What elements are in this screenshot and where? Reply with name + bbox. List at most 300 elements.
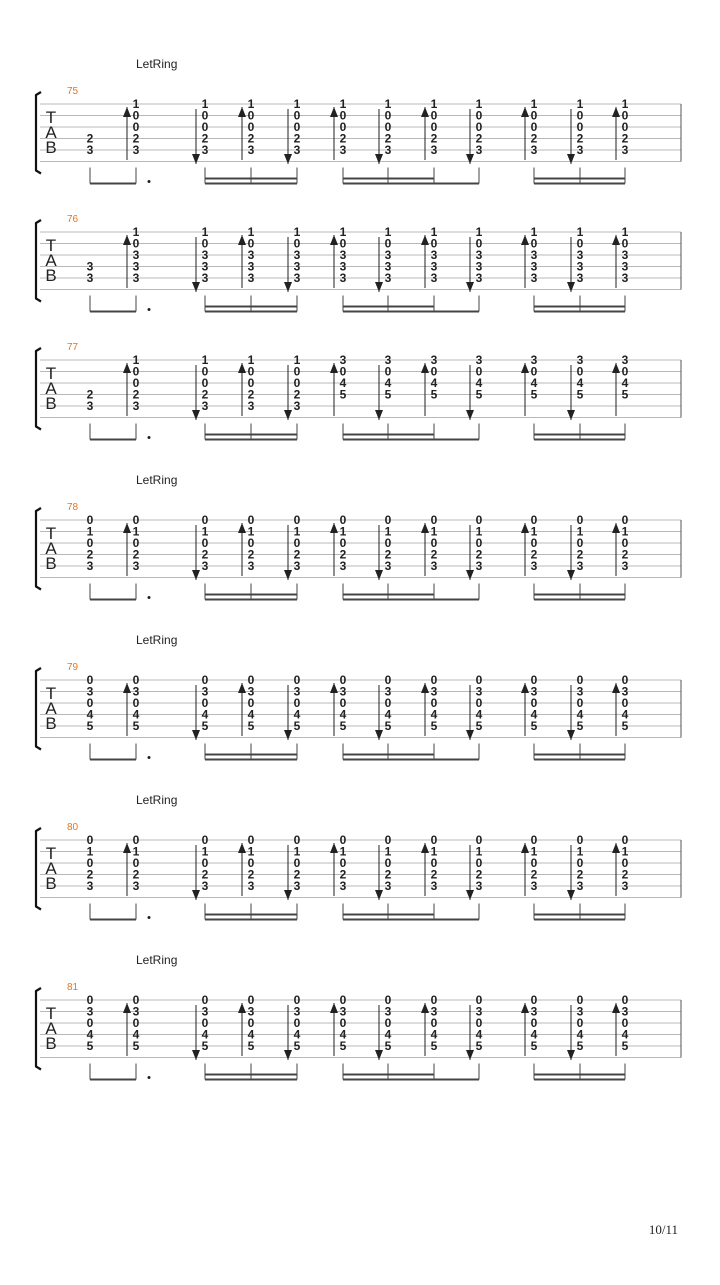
fret-number: 0 — [86, 856, 94, 870]
fret-number: 0 — [430, 513, 438, 527]
fret-number: 1 — [132, 225, 140, 239]
fret-number: 4 — [530, 707, 538, 722]
fret-number: 0 — [201, 513, 209, 527]
dotted-note-dot — [148, 756, 151, 759]
fret-number: 3 — [86, 399, 94, 413]
fret-number: 2 — [384, 867, 392, 882]
downstroke-arrow-icon — [192, 890, 200, 900]
fret-number: 3 — [384, 259, 392, 274]
fret-number: 0 — [86, 673, 94, 687]
fret-number: 3 — [430, 879, 438, 893]
fret-number: 3 — [201, 143, 209, 157]
fret-number: 3 — [621, 684, 629, 699]
fret-number: 0 — [293, 364, 301, 379]
upstroke-arrow-icon — [612, 363, 620, 373]
fret-number: 3 — [247, 271, 255, 285]
fret-number: 5 — [132, 1039, 140, 1053]
tab-clef-letter: B — [45, 554, 57, 573]
fret-number: 3 — [621, 879, 629, 893]
downstroke-arrow-icon — [466, 154, 474, 164]
fret-number: 4 — [293, 707, 301, 722]
fret-number: 1 — [384, 844, 392, 859]
downstroke-arrow-icon — [466, 890, 474, 900]
fret-number: 3 — [132, 248, 140, 262]
upstroke-arrow-icon — [238, 235, 246, 245]
fret-number: 0 — [576, 993, 584, 1007]
upstroke-arrow-icon — [330, 363, 338, 373]
fret-number: 0 — [475, 856, 483, 870]
fret-number: 5 — [201, 719, 209, 733]
fret-number: 0 — [247, 993, 255, 1007]
let-ring-label: LetRing — [136, 953, 178, 967]
fret-number: 3 — [530, 271, 538, 285]
fret-number: 0 — [247, 696, 255, 710]
fret-number: 0 — [621, 1016, 629, 1030]
fret-number: 3 — [247, 248, 255, 262]
fret-number: 1 — [132, 353, 140, 367]
fret-number: 0 — [247, 1016, 255, 1030]
fret-number: 3 — [621, 1004, 629, 1019]
fret-number: 4 — [576, 707, 584, 722]
fret-number: 0 — [201, 236, 209, 251]
fret-number: 3 — [293, 248, 301, 262]
fret-number: 0 — [339, 856, 347, 870]
fret-number: 1 — [86, 844, 94, 859]
fret-number: 4 — [247, 707, 255, 722]
fret-number: 5 — [86, 719, 94, 733]
fret-number: 5 — [530, 387, 538, 402]
fret-number: 3 — [621, 248, 629, 262]
fret-number: 0 — [339, 108, 347, 123]
fret-number: 3 — [86, 259, 94, 274]
fret-number: 0 — [576, 120, 584, 134]
fret-number: 5 — [132, 719, 140, 733]
fret-number: 3 — [384, 1004, 392, 1019]
fret-number: 5 — [621, 387, 629, 402]
downstroke-arrow-icon — [567, 410, 575, 420]
fret-number: 0 — [475, 1016, 483, 1030]
tab-clef-letter: A — [45, 539, 57, 558]
fret-number: 2 — [132, 867, 140, 882]
fret-number: 3 — [86, 559, 94, 573]
fret-number: 0 — [293, 673, 301, 687]
tab-clef-letter: B — [45, 138, 57, 157]
fret-number: 4 — [201, 1027, 209, 1042]
fret-number: 3 — [384, 143, 392, 157]
fret-number: 3 — [132, 879, 140, 893]
fret-number: 0 — [576, 833, 584, 847]
fret-number: 3 — [576, 248, 584, 262]
upstroke-arrow-icon — [421, 363, 429, 373]
tab-clef-letter: A — [45, 123, 57, 142]
fret-number: 3 — [530, 879, 538, 893]
fret-number: 0 — [339, 696, 347, 710]
fret-number: 0 — [530, 236, 538, 251]
downstroke-arrow-icon — [192, 154, 200, 164]
fret-number: 0 — [132, 696, 140, 710]
fret-number: 2 — [86, 131, 94, 146]
upstroke-arrow-icon — [238, 523, 246, 533]
fret-number: 0 — [475, 536, 483, 550]
measure-number: 78 — [67, 502, 79, 513]
fret-number: 2 — [247, 867, 255, 882]
upstroke-arrow-icon — [123, 107, 131, 117]
downstroke-arrow-icon — [375, 282, 383, 292]
fret-number: 5 — [247, 1039, 255, 1053]
fret-number: 5 — [475, 719, 483, 733]
downstroke-arrow-icon — [567, 1050, 575, 1060]
fret-number: 3 — [201, 559, 209, 573]
upstroke-arrow-icon — [421, 843, 429, 853]
upstroke-arrow-icon — [421, 235, 429, 245]
fret-number: 3 — [132, 1004, 140, 1019]
fret-number: 0 — [247, 120, 255, 134]
upstroke-arrow-icon — [123, 363, 131, 373]
fret-number: 0 — [430, 108, 438, 123]
fret-number: 3 — [86, 1004, 94, 1019]
downstroke-arrow-icon — [284, 282, 292, 292]
measure-number: 77 — [67, 342, 79, 353]
fret-number: 0 — [201, 673, 209, 687]
dotted-note-dot — [148, 596, 151, 599]
fret-number: 5 — [475, 387, 483, 402]
fret-number: 3 — [201, 1004, 209, 1019]
fret-number: 3 — [201, 248, 209, 262]
fret-number: 3 — [430, 1004, 438, 1019]
fret-number: 1 — [576, 225, 584, 239]
fret-number: 5 — [384, 719, 392, 733]
fret-number: 0 — [621, 236, 629, 251]
fret-number: 0 — [621, 993, 629, 1007]
upstroke-arrow-icon — [238, 683, 246, 693]
tab-clef-letter: T — [45, 236, 57, 255]
fret-number: 2 — [475, 131, 483, 146]
upstroke-arrow-icon — [612, 235, 620, 245]
fret-number: 4 — [621, 376, 629, 390]
fret-number: 0 — [339, 236, 347, 251]
fret-number: 3 — [530, 143, 538, 157]
fret-number: 0 — [530, 856, 538, 870]
fret-number: 4 — [201, 707, 209, 722]
fret-number: 0 — [247, 364, 255, 379]
fret-number: 3 — [530, 559, 538, 573]
fret-number: 0 — [201, 833, 209, 847]
fret-number: 2 — [132, 547, 140, 562]
fret-number: 0 — [384, 696, 392, 710]
fret-number: 5 — [293, 719, 301, 733]
fret-number: 1 — [530, 524, 538, 539]
fret-number: 0 — [384, 120, 392, 134]
fret-number: 3 — [384, 271, 392, 285]
fret-number: 0 — [201, 1016, 209, 1030]
fret-number: 3 — [293, 1004, 301, 1019]
tab-clef-letter: T — [45, 524, 57, 543]
fret-number: 1 — [247, 353, 255, 367]
fret-number: 1 — [621, 97, 629, 111]
fret-number: 3 — [430, 271, 438, 285]
fret-number: 2 — [293, 547, 301, 562]
fret-number: 1 — [339, 225, 347, 239]
fret-number: 3 — [475, 684, 483, 699]
fret-number: 1 — [201, 225, 209, 239]
fret-number: 4 — [621, 1027, 629, 1042]
fret-number: 4 — [430, 376, 438, 390]
upstroke-arrow-icon — [123, 843, 131, 853]
tab-clef-letter: A — [45, 1019, 57, 1038]
downstroke-arrow-icon — [284, 410, 292, 420]
fret-number: 0 — [339, 993, 347, 1007]
fret-number: 1 — [576, 844, 584, 859]
fret-number: 3 — [132, 271, 140, 285]
fret-number: 0 — [430, 364, 438, 379]
fret-number: 2 — [86, 867, 94, 882]
fret-number: 3 — [475, 271, 483, 285]
fret-number: 3 — [86, 143, 94, 157]
fret-number: 0 — [430, 120, 438, 134]
downstroke-arrow-icon — [284, 1050, 292, 1060]
fret-number: 0 — [576, 536, 584, 550]
fret-number: 3 — [430, 559, 438, 573]
fret-number: 0 — [576, 856, 584, 870]
fret-number: 0 — [384, 236, 392, 251]
fret-number: 3 — [201, 684, 209, 699]
fret-number: 3 — [339, 271, 347, 285]
fret-number: 4 — [339, 707, 347, 722]
fret-number: 4 — [293, 1027, 301, 1042]
downstroke-arrow-icon — [375, 1050, 383, 1060]
fret-number: 2 — [339, 131, 347, 146]
fret-number: 0 — [201, 364, 209, 379]
upstroke-arrow-icon — [521, 107, 529, 117]
fret-number: 0 — [430, 856, 438, 870]
fret-number: 0 — [530, 108, 538, 123]
downstroke-arrow-icon — [375, 154, 383, 164]
upstroke-arrow-icon — [521, 683, 529, 693]
fret-number: 0 — [293, 120, 301, 134]
fret-number: 3 — [576, 143, 584, 157]
fret-number: 5 — [530, 1039, 538, 1053]
fret-number: 4 — [339, 1027, 347, 1042]
fret-number: 0 — [201, 108, 209, 123]
fret-number: 3 — [430, 143, 438, 157]
fret-number: 0 — [132, 536, 140, 550]
fret-number: 3 — [293, 879, 301, 893]
fret-number: 3 — [530, 259, 538, 274]
tab-clef-letter: T — [45, 364, 57, 383]
fret-number: 0 — [430, 536, 438, 550]
fret-number: 3 — [384, 684, 392, 699]
fret-number: 0 — [132, 1016, 140, 1030]
fret-number: 3 — [530, 1004, 538, 1019]
fret-number: 0 — [132, 108, 140, 123]
upstroke-arrow-icon — [521, 235, 529, 245]
fret-number: 0 — [201, 120, 209, 134]
fret-number: 5 — [247, 719, 255, 733]
fret-number: 0 — [475, 833, 483, 847]
tab-clef-letter: T — [45, 844, 57, 863]
fret-number: 0 — [430, 993, 438, 1007]
downstroke-arrow-icon — [567, 154, 575, 164]
fret-number: 0 — [247, 673, 255, 687]
fret-number: 0 — [621, 120, 629, 134]
fret-number: 3 — [621, 259, 629, 274]
fret-number: 2 — [475, 867, 483, 882]
fret-number: 5 — [430, 387, 438, 402]
fret-number: 5 — [576, 719, 584, 733]
fret-number: 0 — [384, 833, 392, 847]
fret-number: 0 — [384, 1016, 392, 1030]
fret-number: 2 — [293, 867, 301, 882]
fret-number: 2 — [293, 387, 301, 402]
fret-number: 5 — [621, 1039, 629, 1053]
fret-number: 5 — [430, 1039, 438, 1053]
fret-number: 2 — [384, 131, 392, 146]
fret-number: 0 — [86, 696, 94, 710]
fret-number: 4 — [132, 1027, 140, 1042]
fret-number: 0 — [132, 993, 140, 1007]
fret-number: 3 — [201, 271, 209, 285]
fret-number: 1 — [201, 353, 209, 367]
tab-system — [36, 633, 681, 760]
fret-number: 5 — [339, 387, 347, 402]
fret-number: 0 — [132, 856, 140, 870]
downstroke-arrow-icon — [284, 570, 292, 580]
fret-number: 1 — [293, 524, 301, 539]
fret-number: 3 — [293, 399, 301, 413]
dotted-note-dot — [148, 1076, 151, 1079]
fret-number: 3 — [576, 1004, 584, 1019]
fret-number: 3 — [576, 684, 584, 699]
fret-number: 0 — [132, 513, 140, 527]
fret-number: 2 — [247, 547, 255, 562]
downstroke-arrow-icon — [466, 730, 474, 740]
fret-number: 0 — [293, 833, 301, 847]
fret-number: 0 — [530, 833, 538, 847]
fret-number: 1 — [247, 225, 255, 239]
fret-number: 0 — [621, 833, 629, 847]
fret-number: 3 — [430, 684, 438, 699]
fret-number: 0 — [132, 120, 140, 134]
fret-number: 0 — [430, 1016, 438, 1030]
fret-number: 0 — [475, 513, 483, 527]
fret-number: 0 — [430, 236, 438, 251]
fret-number: 3 — [247, 399, 255, 413]
fret-number: 2 — [621, 547, 629, 562]
upstroke-arrow-icon — [238, 843, 246, 853]
fret-number: 0 — [201, 993, 209, 1007]
fret-number: 1 — [430, 524, 438, 539]
fret-number: 0 — [621, 536, 629, 550]
fret-number: 2 — [576, 547, 584, 562]
fret-number: 3 — [475, 259, 483, 274]
fret-number: 4 — [339, 376, 347, 390]
upstroke-arrow-icon — [421, 523, 429, 533]
fret-number: 0 — [621, 856, 629, 870]
fret-number: 3 — [576, 259, 584, 274]
fret-number: 2 — [201, 131, 209, 146]
fret-number: 3 — [86, 271, 94, 285]
upstroke-arrow-icon — [612, 523, 620, 533]
fret-number: 4 — [475, 707, 483, 722]
downstroke-arrow-icon — [567, 730, 575, 740]
upstroke-arrow-icon — [123, 523, 131, 533]
dotted-note-dot — [148, 308, 151, 311]
fret-number: 0 — [475, 993, 483, 1007]
fret-number: 3 — [576, 271, 584, 285]
dotted-note-dot — [148, 916, 151, 919]
fret-number: 1 — [201, 97, 209, 111]
fret-number: 0 — [576, 1016, 584, 1030]
fret-number: 4 — [86, 1027, 94, 1042]
fret-number: 5 — [339, 1039, 347, 1053]
fret-number: 0 — [384, 364, 392, 379]
downstroke-arrow-icon — [466, 1050, 474, 1060]
fret-number: 1 — [621, 225, 629, 239]
fret-number: 3 — [384, 248, 392, 262]
fret-number: 3 — [475, 1004, 483, 1019]
fret-number: 3 — [86, 879, 94, 893]
fret-number: 1 — [621, 524, 629, 539]
fret-number: 3 — [475, 879, 483, 893]
fret-number: 3 — [530, 353, 538, 367]
fret-number: 0 — [86, 1016, 94, 1030]
tab-clef-letter: B — [45, 394, 57, 413]
fret-number: 1 — [293, 353, 301, 367]
fret-number: 2 — [293, 131, 301, 146]
downstroke-arrow-icon — [192, 410, 200, 420]
fret-number: 0 — [475, 364, 483, 379]
fret-number: 2 — [576, 131, 584, 146]
fret-number: 3 — [293, 684, 301, 699]
fret-number: 1 — [247, 524, 255, 539]
fret-number: 4 — [384, 376, 392, 390]
fret-number: 3 — [339, 143, 347, 157]
tab-system — [36, 793, 681, 920]
fret-number: 1 — [293, 97, 301, 111]
fret-number: 2 — [132, 131, 140, 146]
fret-number: 0 — [247, 856, 255, 870]
fret-number: 0 — [384, 856, 392, 870]
fret-number: 4 — [132, 707, 140, 722]
fret-number: 2 — [201, 547, 209, 562]
fret-number: 4 — [530, 1027, 538, 1042]
fret-number: 0 — [201, 696, 209, 710]
upstroke-arrow-icon — [238, 107, 246, 117]
let-ring-label: LetRing — [136, 633, 178, 647]
fret-number: 3 — [430, 353, 438, 367]
fret-number: 2 — [530, 867, 538, 882]
fret-number: 0 — [530, 1016, 538, 1030]
fret-number: 3 — [576, 353, 584, 367]
fret-number: 1 — [430, 225, 438, 239]
upstroke-arrow-icon — [521, 363, 529, 373]
upstroke-arrow-icon — [612, 843, 620, 853]
fret-number: 2 — [430, 131, 438, 146]
fret-number: 3 — [293, 271, 301, 285]
fret-number: 0 — [475, 673, 483, 687]
fret-number: 3 — [293, 143, 301, 157]
fret-number: 1 — [132, 97, 140, 111]
tab-clef-letter: A — [45, 379, 57, 398]
fret-number: 1 — [293, 844, 301, 859]
downstroke-arrow-icon — [375, 730, 383, 740]
fret-number: 3 — [247, 684, 255, 699]
fret-number: 3 — [576, 559, 584, 573]
fret-number: 1 — [339, 844, 347, 859]
fret-number: 1 — [475, 844, 483, 859]
upstroke-arrow-icon — [421, 1003, 429, 1013]
fret-number: 0 — [530, 513, 538, 527]
